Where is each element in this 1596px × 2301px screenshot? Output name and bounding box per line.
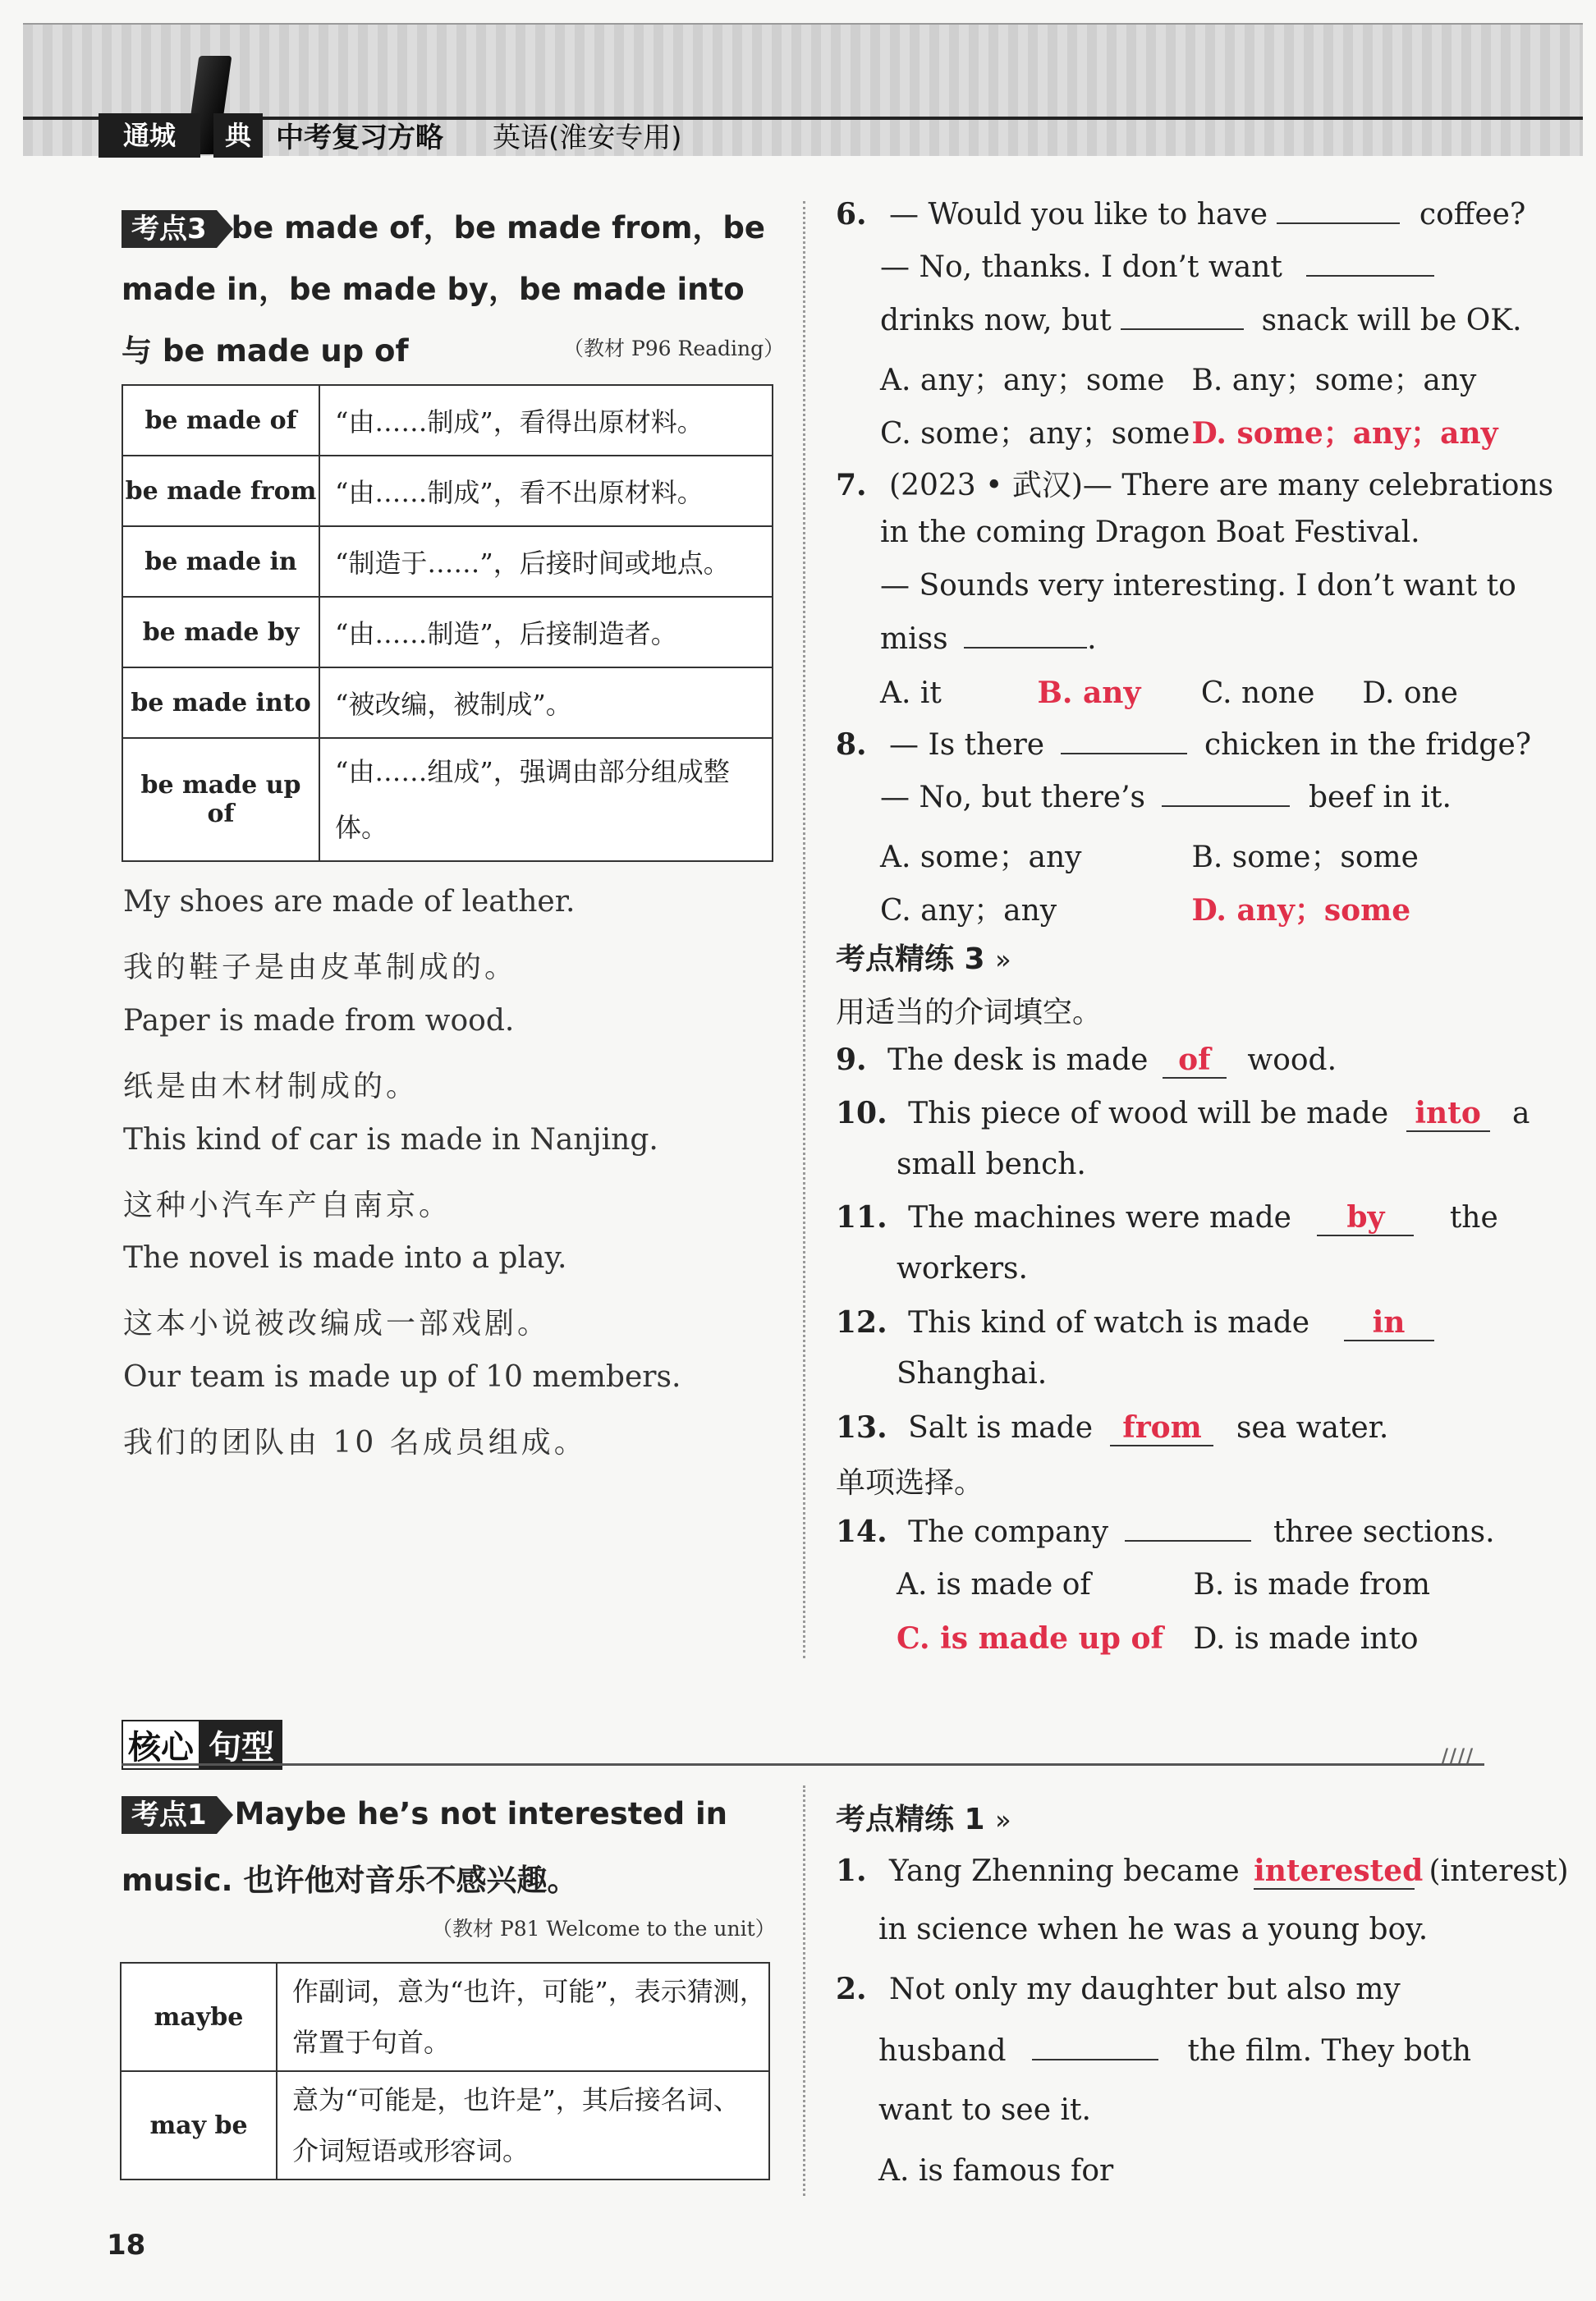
table-key: be made from xyxy=(122,456,319,526)
q11-answer[interactable]: by xyxy=(1317,1200,1414,1236)
q8-text: chicken in the fridge? xyxy=(1204,728,1532,762)
p1-q2-line1 xyxy=(836,1972,1401,2006)
example-zh: 这本小说被改编成一部戏剧。 xyxy=(123,1307,551,1341)
example-en: Paper is made from wood. xyxy=(123,1004,515,1038)
instruction-single-choice: 单项选择。 xyxy=(836,1466,984,1500)
p1-q2-option-a[interactable]: A. is famous for xyxy=(878,2154,1114,2188)
q7-option-b-answer[interactable]: B. any xyxy=(1037,676,1141,710)
q14-text: three sections. xyxy=(1273,1515,1495,1549)
kp3-title: be made of，be made from，be made in，be made by，be made into 与 be made up of xyxy=(122,210,765,369)
kp1-title-a: Maybe he’s not interested in xyxy=(234,1796,727,1831)
q6-blank-1[interactable] xyxy=(1277,198,1400,224)
q14-option-a[interactable]: A. is made of xyxy=(897,1568,1091,1602)
practice3-title-text: 考点精练 3 xyxy=(836,942,985,976)
q6-number: 6. xyxy=(836,197,867,231)
example-en: Our team is made up of 10 members. xyxy=(123,1360,681,1394)
q13-text: Salt is made xyxy=(908,1411,1094,1445)
q6-option-b[interactable]: B. any；some；any xyxy=(1191,364,1477,397)
q8-blank-1[interactable] xyxy=(1061,728,1187,754)
core-section-heading xyxy=(122,1720,282,1770)
q7-line3: — Sounds very interesting. I don’t want to xyxy=(880,569,1516,603)
kp1-source: （教材 P81 Welcome to the unit） xyxy=(432,1917,776,1941)
q7-number: 7. xyxy=(836,468,867,502)
q8-line1 xyxy=(836,727,1531,762)
q13-number: 13. xyxy=(836,1410,887,1445)
p1-q2-text: husband xyxy=(878,2034,1007,2068)
q7-options xyxy=(880,676,1458,710)
q7-blank[interactable] xyxy=(964,622,1087,649)
example-zh: 纸是由木材制成的。 xyxy=(123,1070,420,1103)
example-zh: 我们的团队由 10 名成员组成。 xyxy=(123,1426,587,1460)
q6-line3 xyxy=(880,304,1522,337)
table-key: may be xyxy=(121,2071,277,2180)
q12-text: This kind of watch is made xyxy=(908,1306,1310,1340)
table-value-line: 意为“可能是，也许是”，其后接名词、 xyxy=(292,2084,740,2115)
kp1-heading-line2: music. 也许他对音乐不感兴趣。 xyxy=(122,1863,578,1898)
q8-text: — No, but there’s xyxy=(880,781,1146,814)
q7-option-a[interactable]: A. it xyxy=(880,676,942,710)
q8-text: beef in it. xyxy=(1308,781,1452,814)
q11-line1 xyxy=(836,1200,1498,1236)
q12-line2: Shanghai. xyxy=(897,1357,1048,1391)
kp1-table xyxy=(120,1962,770,2180)
practice1-title xyxy=(836,1796,1011,1838)
q8-option-a[interactable]: A. some；any xyxy=(880,841,1082,874)
q14-option-d[interactable]: D. is made into xyxy=(1193,1622,1419,1656)
q11-text: the xyxy=(1449,1201,1498,1235)
p1-q1-line2: in science when he was a young boy. xyxy=(878,1913,1429,1946)
example-en: This kind of car is made in Nanjing. xyxy=(123,1123,658,1157)
q10-line2: small bench. xyxy=(897,1148,1086,1181)
q14-number: 14. xyxy=(836,1515,887,1549)
table-row xyxy=(122,667,773,738)
practice3-title xyxy=(836,936,1011,978)
double-arrow-icon: » xyxy=(995,1804,1011,1836)
q8-option-c[interactable]: C. any；any xyxy=(880,894,1057,928)
q7-text: . xyxy=(1087,622,1097,656)
p1-q1-answer[interactable]: interested xyxy=(1254,1854,1424,1888)
q8-line2 xyxy=(880,781,1452,814)
q14-line1 xyxy=(836,1515,1495,1549)
p1-q2-text: the film. They both xyxy=(1187,2034,1472,2068)
example-en: The novel is made into a play. xyxy=(123,1241,567,1275)
q8-number: 8. xyxy=(836,727,867,762)
column-divider xyxy=(803,201,805,1658)
book-title: 中考复习方略 xyxy=(276,121,443,154)
table-value-line: 作副词，意为“也许，可能”，表示猜测， xyxy=(292,1976,766,2007)
table-value: “由……制成”，看得出原材料。 xyxy=(319,385,773,456)
q7-text: (2023 • 武汉)— There are many celebrations xyxy=(889,469,1554,502)
table-row xyxy=(121,1963,769,2071)
q6-line1 xyxy=(836,197,1525,231)
table-value: “制造于……”，后接时间或地点。 xyxy=(319,526,773,597)
q6-text: — No, thanks. I don’t want xyxy=(880,250,1282,284)
q6-text: coffee? xyxy=(1419,198,1526,231)
q13 xyxy=(836,1410,1388,1446)
kp3-tag: 考点3 xyxy=(122,210,217,248)
kp3-table xyxy=(122,384,773,862)
table-value xyxy=(277,1963,769,2071)
q9-number: 9. xyxy=(836,1043,867,1077)
p1-q2-line2 xyxy=(878,2034,1471,2068)
q10-number: 10. xyxy=(836,1096,887,1130)
q14-text: The company xyxy=(908,1515,1109,1549)
p1-q2-blank[interactable] xyxy=(1032,2034,1158,2060)
q14-option-c-answer[interactable]: C. is made up of xyxy=(897,1621,1163,1656)
q9-text: wood. xyxy=(1247,1043,1337,1077)
table-value: “由……组成”，强调由部分组成整体。 xyxy=(319,738,773,861)
logo-left: 通城 xyxy=(99,113,200,158)
table-key: be made into xyxy=(122,667,319,738)
q14-option-b[interactable]: B. is made from xyxy=(1193,1568,1430,1602)
p1-q1-text: (interest) xyxy=(1429,1854,1569,1888)
table-value xyxy=(277,2071,769,2180)
instruction-fill-prep: 用适当的介词填空。 xyxy=(836,996,1103,1029)
q7-line4 xyxy=(880,622,1097,656)
p1-q2-number: 2. xyxy=(836,1972,867,2006)
q14-options-cd xyxy=(897,1621,1419,1656)
q8-options-ab xyxy=(880,834,1419,876)
p1-q1-line1 xyxy=(836,1854,1569,1890)
core-label-b: 句型 xyxy=(200,1720,282,1770)
q9-text: The desk is made xyxy=(887,1043,1149,1077)
table-value: “由……制造”，后接制造者。 xyxy=(319,597,773,667)
q9-answer[interactable]: of xyxy=(1163,1043,1227,1079)
book-subtitle: 英语(淮安专用) xyxy=(493,121,682,154)
q6-options-ab xyxy=(880,357,1476,399)
q6-blank-2[interactable] xyxy=(1306,250,1434,277)
table-row xyxy=(122,738,773,861)
double-arrow-icon: » xyxy=(995,944,1011,975)
q14-blank[interactable] xyxy=(1125,1515,1251,1542)
q8-blank-2[interactable] xyxy=(1162,781,1290,807)
q7-line2: in the coming Dragon Boat Festival. xyxy=(880,516,1420,549)
q8-options-cd xyxy=(880,887,1410,929)
q6-option-c[interactable]: C. some；any；some xyxy=(880,417,1190,451)
q7-line1 xyxy=(836,462,1553,504)
page-header xyxy=(23,23,1583,156)
page-number: 18 xyxy=(107,2229,146,2262)
q8-text: — Is there xyxy=(889,728,1045,762)
p1-q2-text: Not only my daughter but also my xyxy=(889,1973,1401,2006)
logo-right: 典 xyxy=(213,113,263,158)
q13-text: sea water. xyxy=(1236,1411,1389,1445)
table-value: “由……制成”，看不出原材料。 xyxy=(319,456,773,526)
slash-decoration: //// xyxy=(1442,1745,1475,1767)
q10-text: a xyxy=(1512,1097,1530,1130)
kp3-source: （教材 P96 Reading） xyxy=(563,337,785,360)
table-row xyxy=(122,456,773,526)
table-key: be made up of xyxy=(122,738,319,861)
q10-answer[interactable]: into xyxy=(1406,1096,1490,1132)
q10-line1 xyxy=(836,1096,1530,1132)
q8-option-d-answer[interactable]: D. any；some xyxy=(1191,893,1411,928)
example-zh: 我的鞋子是由皮革制成的。 xyxy=(123,951,518,984)
q11-number: 11. xyxy=(836,1200,887,1235)
table-key: be made of xyxy=(122,385,319,456)
q6-text: — Would you like to have xyxy=(889,198,1268,231)
q12-line1 xyxy=(836,1305,1434,1341)
q12-number: 12. xyxy=(836,1305,887,1340)
table-key: maybe xyxy=(121,1963,277,2071)
table-row xyxy=(122,526,773,597)
table-key: be made by xyxy=(122,597,319,667)
example-zh: 这种小汽车产自南京。 xyxy=(123,1189,452,1222)
q8-option-b[interactable]: B. some；some xyxy=(1191,841,1419,874)
q13-answer[interactable]: from xyxy=(1110,1410,1213,1446)
kp1-heading-line1 xyxy=(122,1796,727,1834)
table-value: “被改编，被制成”。 xyxy=(319,667,773,738)
q12-answer[interactable]: in xyxy=(1344,1305,1434,1341)
p1-q1-text: Yang Zhenning became xyxy=(889,1854,1240,1888)
q9 xyxy=(836,1043,1337,1079)
table-value-line: 常置于句首。 xyxy=(292,2027,451,2058)
table-row xyxy=(122,597,773,667)
q10-text: This piece of wood will be made xyxy=(908,1097,1389,1130)
example-en: My shoes are made of leather. xyxy=(123,885,576,919)
q7-text: miss xyxy=(880,622,948,656)
q6-blank-3[interactable] xyxy=(1121,304,1244,330)
table-value-line: 介词短语或形容词。 xyxy=(292,2135,530,2166)
column-divider-bottom xyxy=(803,1785,805,2196)
table-key: be made in xyxy=(122,526,319,597)
kp1-tag: 考点1 xyxy=(122,1796,217,1834)
q6-option-a[interactable]: A. any；any；some xyxy=(880,364,1165,397)
q7-option-d[interactable]: D. one xyxy=(1362,676,1458,710)
q6-option-d-answer[interactable]: D. some；any；any xyxy=(1191,416,1498,451)
q11-line2: workers. xyxy=(897,1252,1028,1286)
q6-text: drinks now, but xyxy=(880,304,1112,337)
table-row xyxy=(121,2071,769,2180)
q11-text: The machines were made xyxy=(908,1201,1291,1235)
q6-line2 xyxy=(880,250,1434,284)
table-row xyxy=(122,385,773,456)
practice1-title-text: 考点精练 1 xyxy=(836,1803,985,1836)
p1-q2-line3: want to see it. xyxy=(878,2093,1091,2127)
q14-options-ab xyxy=(897,1568,1430,1602)
q6-options-cd xyxy=(880,410,1498,452)
q7-option-c[interactable]: C. none xyxy=(1200,676,1315,710)
q6-text: snack will be OK. xyxy=(1261,304,1522,337)
p1-q1-number: 1. xyxy=(836,1854,867,1888)
core-label-a: 核心 xyxy=(122,1720,200,1770)
core-section-rule xyxy=(122,1763,1484,1766)
